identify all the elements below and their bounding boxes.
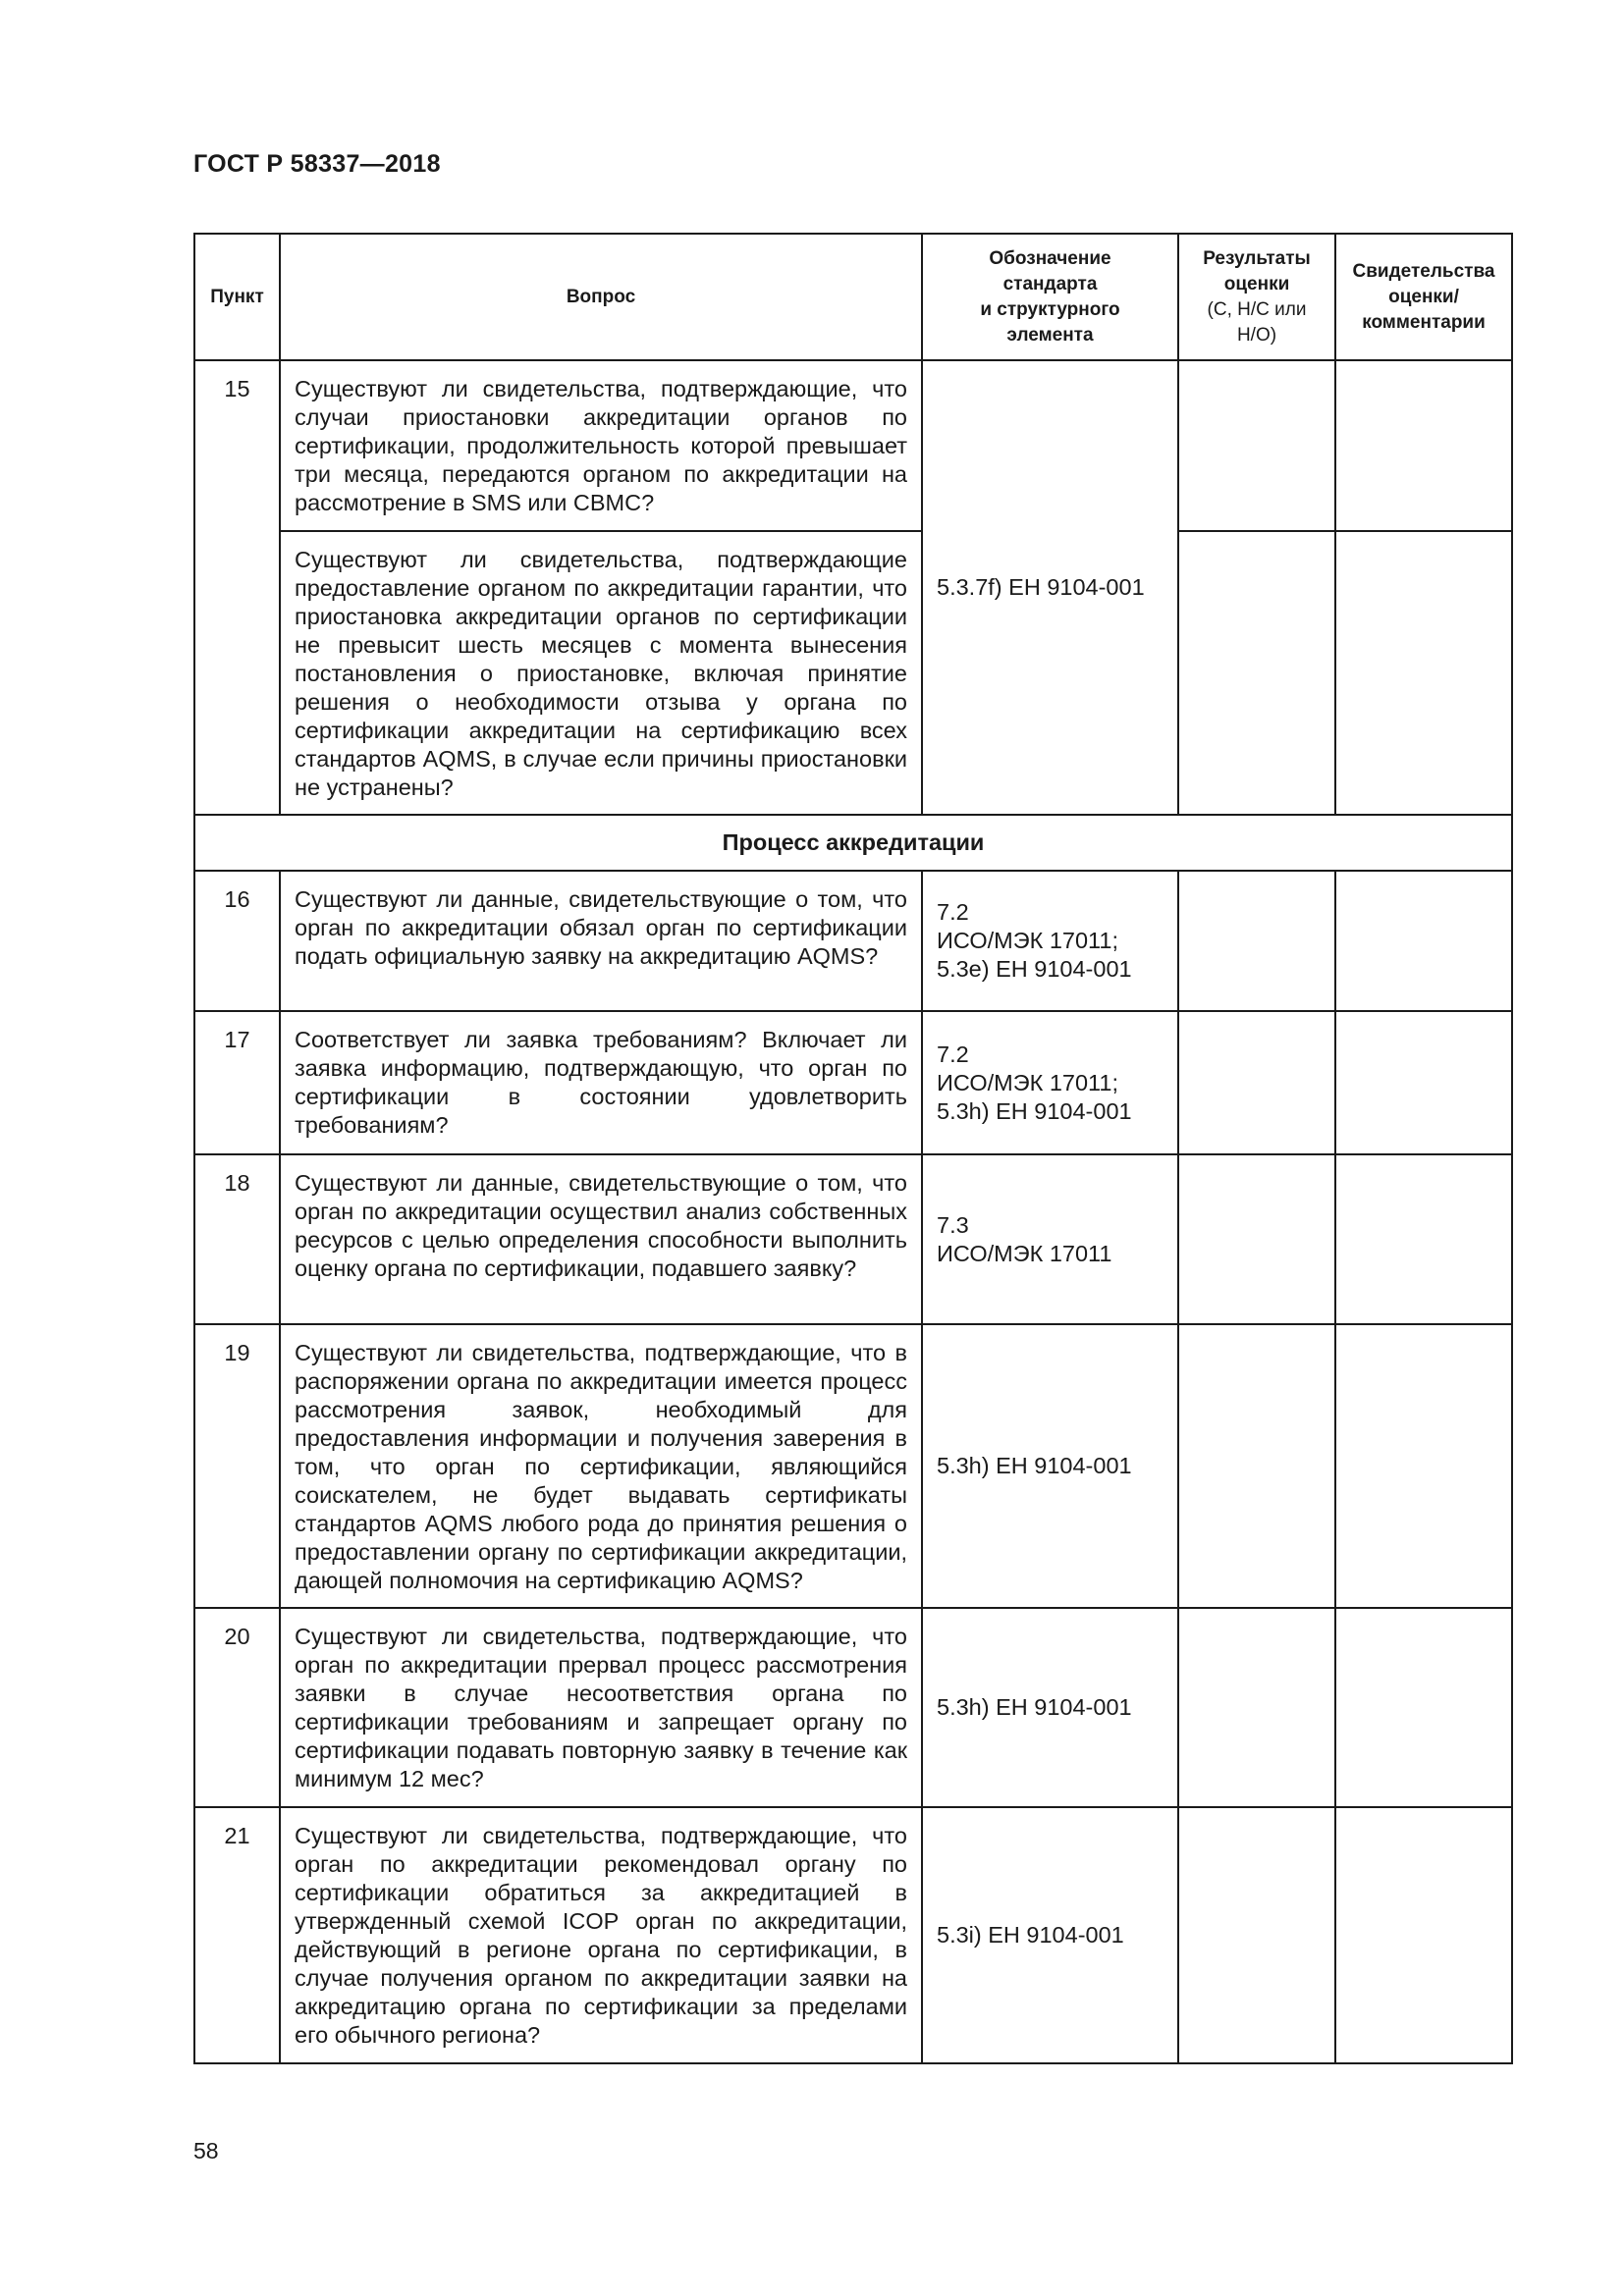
- evidence-cell[interactable]: [1335, 871, 1512, 1011]
- header-line: элемента: [1006, 324, 1094, 346]
- section-row: [194, 815, 1512, 871]
- table-row: [194, 1324, 1512, 1608]
- evidence-cell[interactable]: [1335, 531, 1512, 815]
- table-row: [194, 871, 1512, 1011]
- document-header: ГОСТ Р 58337—2018: [193, 150, 441, 178]
- evidence-cell[interactable]: [1335, 1011, 1512, 1154]
- table-row: [194, 1154, 1512, 1324]
- evidence-cell[interactable]: [1335, 1324, 1512, 1608]
- table-row: [194, 360, 1512, 531]
- item-number: 20: [194, 1608, 280, 1807]
- column-header-results: [1178, 234, 1335, 360]
- question-text: Существуют ли свидетельства, подтверждающие предоставление органом по аккредитации гарантии, что приостановка аккредитации органов по сертификации не превысит шесть месяцев с момента вынесения постановления о приостановке, включая принятие решения о необходимости отзыва у органа по сертификации аккредитации на сертификацию всех стандартов AQMS, в случае если причины приостановки не устранены?: [280, 531, 922, 815]
- results-cell[interactable]: [1178, 360, 1335, 531]
- page-number: 58: [193, 2138, 219, 2163]
- reference-line: ИСО/МЭК 17011;: [937, 1069, 1118, 1095]
- table-header-row: [194, 234, 1512, 360]
- evidence-cell[interactable]: [1335, 1608, 1512, 1807]
- reference-line: 5.3.7f) ЕН 9104-001: [937, 574, 1145, 600]
- reference-line: ИСО/МЭК 17011;: [937, 928, 1118, 953]
- standard-reference: [922, 1608, 1178, 1807]
- reference-line: 5.3е) ЕН 9104-001: [937, 956, 1132, 982]
- standard-reference: [922, 1154, 1178, 1324]
- header-line: стандарта: [1002, 273, 1098, 294]
- reference-line: 7.3: [937, 1211, 969, 1238]
- standard-reference: [922, 360, 1178, 815]
- question-text: Существуют ли свидетельства, подтверждающие, что орган по аккредитации прервал процесс рассмотрения заявки в случае несоответствия органа по сертификации требованиям и запрещает органу по сертификации подавать повторную заявку в течение как минимум 12 мес?: [280, 1608, 922, 1807]
- standard-reference: [922, 1011, 1178, 1154]
- results-cell[interactable]: [1178, 1324, 1335, 1608]
- results-cell[interactable]: [1178, 1807, 1335, 2063]
- reference-line: 7.2: [937, 1041, 969, 1067]
- question-text: Существуют ли свидетельства, подтверждающие, что случаи приостановки аккредитации органов по сертификации, продолжительность которой превышает три месяца, передаются органом по аккредитации на рассмотрение в SMS или CBMC?: [280, 360, 922, 531]
- item-number: 17: [194, 1011, 280, 1154]
- results-cell[interactable]: [1178, 1011, 1335, 1154]
- header-line: Н/О): [1236, 324, 1277, 346]
- reference-line: ИСО/МЭК 17011: [937, 1240, 1112, 1266]
- table-row: [194, 531, 1512, 815]
- checklist-table: [193, 233, 1513, 2064]
- column-header-ref: [922, 234, 1178, 360]
- header-line: (С, Н/С или: [1207, 298, 1307, 320]
- reference-line: 7.2: [937, 899, 969, 925]
- header-line: оценки/: [1388, 286, 1459, 307]
- header-line: комментарии: [1362, 311, 1486, 333]
- evidence-cell[interactable]: [1335, 1154, 1512, 1324]
- standard-reference: [922, 1324, 1178, 1608]
- header-line: Результаты: [1203, 247, 1311, 269]
- evidence-cell[interactable]: [1335, 360, 1512, 531]
- question-text: Существуют ли свидетельства, подтверждающие, что орган по аккредитации рекомендовал органу по сертификации обратиться за аккредитацией в утвержденный схемой ICOP орган по аккредитации, действующий в регионе органа по сертификации, в случае получения органом по аккредитации заявки на аккредитацию органа по сертификации за пределами его обычного региона?: [280, 1807, 922, 2063]
- question-text: Существуют ли данные, свидетельствующие о том, что орган по аккредитации осуществил анализ собственных ресурсов с целью определения способности выполнить оценку органа по сертификации, подавшего заявку?: [280, 1154, 922, 1324]
- header-line: и структурного: [980, 298, 1120, 320]
- header-line: Свидетельства: [1352, 260, 1495, 282]
- evidence-cell[interactable]: [1335, 1807, 1512, 2063]
- reference-line: 5.3h) ЕН 9104-001: [937, 1694, 1132, 1720]
- standard-reference: [922, 871, 1178, 1011]
- results-cell[interactable]: [1178, 1154, 1335, 1324]
- question-text: Соответствует ли заявка требованиям? Включает ли заявка информацию, подтверждающую, что орган по сертификации в состоянии удовлетворить требованиям?: [280, 1011, 922, 1154]
- results-cell[interactable]: [1178, 1608, 1335, 1807]
- reference-line: 5.3h) ЕН 9104-001: [937, 1453, 1132, 1478]
- standard-reference: [922, 1807, 1178, 2063]
- header-line: Обозначение: [989, 247, 1111, 269]
- table-row: [194, 1608, 1512, 1807]
- column-header-question: Вопрос: [280, 234, 922, 360]
- table-row: [194, 1807, 1512, 2063]
- column-header-evidence: [1335, 234, 1512, 360]
- item-number: 18: [194, 1154, 280, 1324]
- item-number: 19: [194, 1324, 280, 1608]
- results-cell[interactable]: [1178, 531, 1335, 815]
- column-header-num: Пункт: [194, 234, 280, 360]
- reference-line: 5.3h) ЕН 9104-001: [937, 1097, 1132, 1124]
- question-text: Существуют ли свидетельства, подтверждающие, что в распоряжении органа по аккредитации имеется процесс рассмотрения заявок, необходимый для предоставления информации и получения заверения в том, что орган по сертификации, являющийся соискателем, не будет выдавать сертификаты стандартов AQMS любого рода до принятия решения о предоставлении органу по сертификации аккредитации, дающей полномочия на сертификацию AQMS?: [280, 1324, 922, 1608]
- table-row: [194, 1011, 1512, 1154]
- section-title: Процесс аккредитации: [194, 815, 1512, 871]
- header-line: оценки: [1223, 273, 1290, 294]
- reference-line: 5.3i) ЕН 9104-001: [937, 1922, 1124, 1948]
- results-cell[interactable]: [1178, 871, 1335, 1011]
- item-number: 16: [194, 871, 280, 1011]
- question-text: Существуют ли данные, свидетельствующие о том, что орган по аккредитации обязал орган по сертификации подать официальную заявку на аккредитацию AQMS?: [280, 871, 922, 1011]
- item-number: 21: [194, 1807, 280, 2063]
- item-number: 15: [194, 360, 280, 815]
